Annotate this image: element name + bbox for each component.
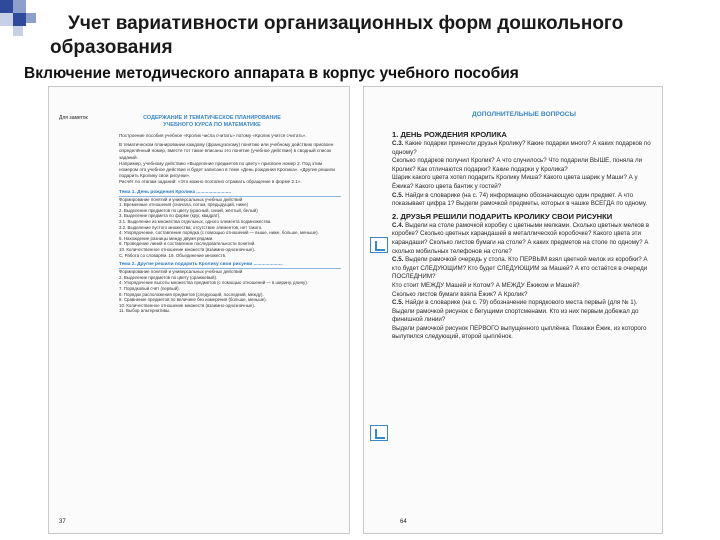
question-paragraph [392,299,658,308]
question-number: С.5. [392,299,404,307]
deco-square [26,13,36,23]
deco-square [0,0,13,13]
question-text: Найди в словарике (на с. 79) обозначение порядкового места первый (для № 1). [405,299,638,307]
body-paragraph: Расчёт по этапам заданий: «Это можно поэтапно отражать обращение в форме 2.1». [119,179,302,185]
list-item: 7. Порядковый счёт (первый). [119,285,180,291]
deco-square [0,13,13,26]
list-item: 2. Выделение предметов по цвету (оранжевый). [119,274,218,280]
deco-square [13,13,26,26]
question-paragraph [392,157,658,174]
question-paragraph [392,222,658,256]
corner-decoration [0,0,50,40]
list-item: 9. Сравнение предметов по величине без измерения (больше, меньше). [119,297,267,303]
body-paragraph: В тематическом планировании каждому (французскому) понятию или учебному действию присвоен определённый номер, вместе тот такие вписаны это понятие (учебное действие) в сводный список заданий. [119,142,334,160]
list-item: Формирование понятий и универсальных учебных действий [119,196,243,202]
question-paragraph [392,325,658,342]
question-paragraph [392,174,658,191]
list-item: 6. Проведение линий и составление последовательности понятий. [119,241,256,247]
list-item: 3.2. Выделение пустого множества; отсутствие элементов, нет такого. [119,224,263,230]
slide-subtitle: Включение методического аппарата в корпус учебного пособия [24,65,519,82]
notes-tag: Для заметок [59,115,88,121]
slide-title-line2: образования [50,37,173,58]
list-item: С. Работа со словарём. 19. Объединение множеств. [119,252,227,258]
question-text: Какие подарки принесли друзья Кролику? Какие подарки много? А каких подарков по одному? [392,140,651,156]
question-text: Выдели рамочкой очередь у стола. Кто ПЕРВЫМ взял цветной мелок из коробки? А кто будет СЛЕДУЮЩИМ? Кто будет СЛЕДУЮЩИМ за Машей? А кто остаётся в очереди ПОСЛЕДНИМ? [392,256,648,281]
left-page-title [117,115,307,129]
body-paragraph: Построение пособия учебное «Кролик числа считать» потому «Кролик учится считать». [119,133,307,138]
question-text: Выдели на столе рамочкой коробку с цветными мелками. Сколько цветных мелков в коробке? Сколько цветных карандашей в металлической коробочке? Какого цвета эти карандаши? Сколько листов бумаги на столе? А каких предметов на столе по одному? А сколько мобильных телефонов на столе? [392,221,650,255]
right-page-body [392,127,658,342]
question-paragraph [392,282,658,291]
question-text: Найди в словарике (на с. 74) информацию обозначающую один предмет. А что показывает цифра 1? Выдели рамочкой предметы, которых в чашке ВСЕГДА по одному. [392,191,648,208]
deco-square [13,26,23,36]
question-paragraph [392,308,658,325]
list-item: 3. Выделение предмета по форме (круг, квадрат). [119,213,221,219]
left-section-heading: Тема 2. Другие решили подарить Кролику свои рисунки ...................... [119,261,341,269]
list-item: 4. Упорядочение высоты множества предметов (с помощью отношений — в ширину, длину). [119,280,308,286]
question-paragraph [392,291,658,300]
list-item: 10. Количественное отношение множеств (взаимно-однозначные). [119,302,256,308]
question-number: С.5. [392,256,404,264]
question-number: С.5. [392,191,404,199]
body-paragraph: Например, учебному действию «Выделение предметов по цвету» присвоен номер 2. Под этим номером это учебное действие и будет записано в теме «День рождения Кролика». «Другие решили подарить Кролику свои рисунки». [119,160,335,179]
page-number: 37 [59,519,66,525]
left-book-page [48,86,350,534]
list-item: 2. Выделение предметов по цвету (красный, синий, жёлтый, белый) [119,207,258,213]
exercise-marker-icon [370,237,388,253]
right-section-heading: 2. ДРУЗЬЯ РЕШИЛИ ПОДАРИТЬ КРОЛИКУ СВОИ РИСУНКИ [392,211,613,221]
exercise-marker-icon [370,425,388,441]
question-number: С.3. [392,140,404,147]
question-paragraph [392,140,658,157]
list-item: 11. Выбор альтернативы. [119,308,171,314]
left-page-body [119,133,341,314]
list-item: 3.1. Выделение из множества отдельных, одного элемента подмножества. [119,219,272,224]
left-page-title-line1: СОДЕРЖАНИЕ И ТЕМАТИЧЕСКОЕ ПЛАНИРОВАНИЕ [143,115,281,121]
left-page-title-line2: УЧЕБНОГО КУРСА ПО МАТЕМАТИКЕ [163,122,261,128]
question-text: Выдели рамочкой рисунок ПЕРВОГО выпущенного цыплёнка. Покажи Ёжик, из которого вылупился следующий, второй цыплёнок. [392,324,647,341]
list-item: Формирование понятий и универсальных учебных действий [119,269,243,275]
question-paragraph [392,192,658,209]
question-number: С.4. [392,221,404,229]
question-text: Сколько листов бумаги взяла Ёжик? А Кролик? [392,290,528,298]
page-number: 64 [400,519,407,525]
question-text: Шарик какого цвета хотел подарить Кролику Миша? Какого цвета шарик у Маши? А у Ёжика? Какого цвета бантик у гостей? [392,174,638,190]
question-text: Сколько подарков получил Кролик? А что случилось? Что подарили ВЫШЕ, поняла ли Кролик? Как отличаются подарки? Какие подарки у Кролика? [392,157,643,173]
list-item: 8. Порядок расположения предметов (следующий, последний, между). [119,291,264,297]
list-item: 10. Количественное отношение множеств (взаимно-однозначные). [119,246,256,252]
question-text: Кто стоит МЕЖДУ Машей и Котом? А МЕЖДУ Ёжиком и Машей? [392,281,580,289]
list-item: 4. Упорядочение, составление порядка (с помощью отношений — выше, ниже, больше, меньше). [119,230,319,236]
slide-title-line1: Учет вариативности организационных форм дошкольного [68,13,624,34]
right-page-title: ДОПОЛНИТЕЛЬНЫЕ ВОПРОСЫ [471,111,577,118]
slide-title [50,12,690,60]
left-section-heading: Тема 1. День рождения Кролика .......................... [119,189,341,197]
deco-square [13,0,26,13]
list-item: 1. Временные отношения (сначала, потом, предыдущий, ниже) [119,202,248,208]
question-paragraph [392,256,658,282]
right-section-heading: 1. ДЕНЬ РОЖДЕНИЯ КРОЛИКА [392,130,507,139]
question-text: Выдели рамочкой рисунок с бегущими спортсменами. Кто из них первым добежал до финишной линии? [392,307,639,324]
list-item: 5. Нахождение разницы между двумя рядами. [119,235,214,241]
right-book-page [363,86,663,534]
